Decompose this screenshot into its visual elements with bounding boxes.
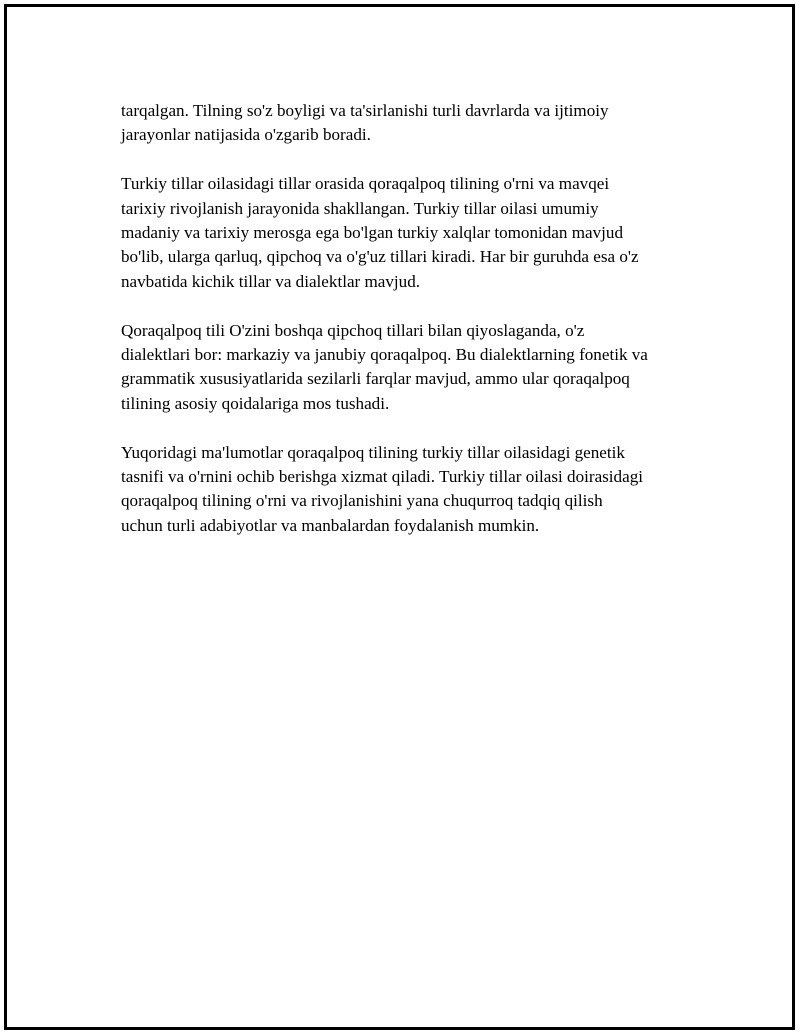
text-line: Qoraqalpoq tili O'zini boshqa qipchoq tillari bilan qiyoslaganda, o'z xyxy=(121,320,585,340)
text-line: Turkiy tillar oilasidagi tillar orasida qoraqalpoq tilining o'rni va mavqei xyxy=(121,174,610,194)
text-line: bo'lib, ularga qarluq, qipchoq va o'g'uz tillari kiradi. Har bir guruhda esa o'z xyxy=(121,247,639,267)
document-body xyxy=(121,99,701,563)
text-line: qoraqalpoq tilining o'rni va rivojlanishini yana chuqurroq tadqiq qilish xyxy=(121,491,603,511)
paragraph-4 xyxy=(121,441,701,539)
page-frame xyxy=(4,4,795,1030)
text-line: dialektlari bor: markaziy va janubiy qoraqalpoq. Bu dialektlarning fonetik va xyxy=(121,345,648,365)
text-line: navbatida kichik tillar va dialektlar mavjud. xyxy=(121,271,421,291)
text-line: uchun turli adabiyotlar va manbalardan foydalanish mumkin. xyxy=(121,515,540,535)
text-line: madaniy va tarixiy merosga ega bo'lgan turkiy xalqlar tomonidan mavjud xyxy=(121,223,623,243)
paragraph-3 xyxy=(121,319,701,417)
paragraph-1 xyxy=(121,99,701,148)
text-line: jarayonlar natijasida o'zgarib boradi. xyxy=(121,125,371,145)
text-line: tarixiy rivojlanish jarayonida shakllangan. Turkiy tillar oilasi umumiy xyxy=(121,198,599,218)
text-line: Yuqoridagi ma'lumotlar qoraqalpoq tilining turkiy tillar oilasidagi genetik xyxy=(121,442,625,462)
text-line: tilining asosiy qoidalariga mos tushadi. xyxy=(121,393,390,413)
text-line: tasnifi va o'rnini ochib berishga xizmat qiladi. Turkiy tillar oilasi doirasidagi xyxy=(121,467,643,487)
text-line: grammatik xususiyatlarida sezilarli farqlar mavjud, ammo ular qoraqalpoq xyxy=(121,369,630,389)
text-line: tarqalgan. Tilning so'z boyligi va ta'sirlanishi turli davrlarda va ijtimoiy xyxy=(121,101,609,120)
paragraph-2 xyxy=(121,172,701,294)
